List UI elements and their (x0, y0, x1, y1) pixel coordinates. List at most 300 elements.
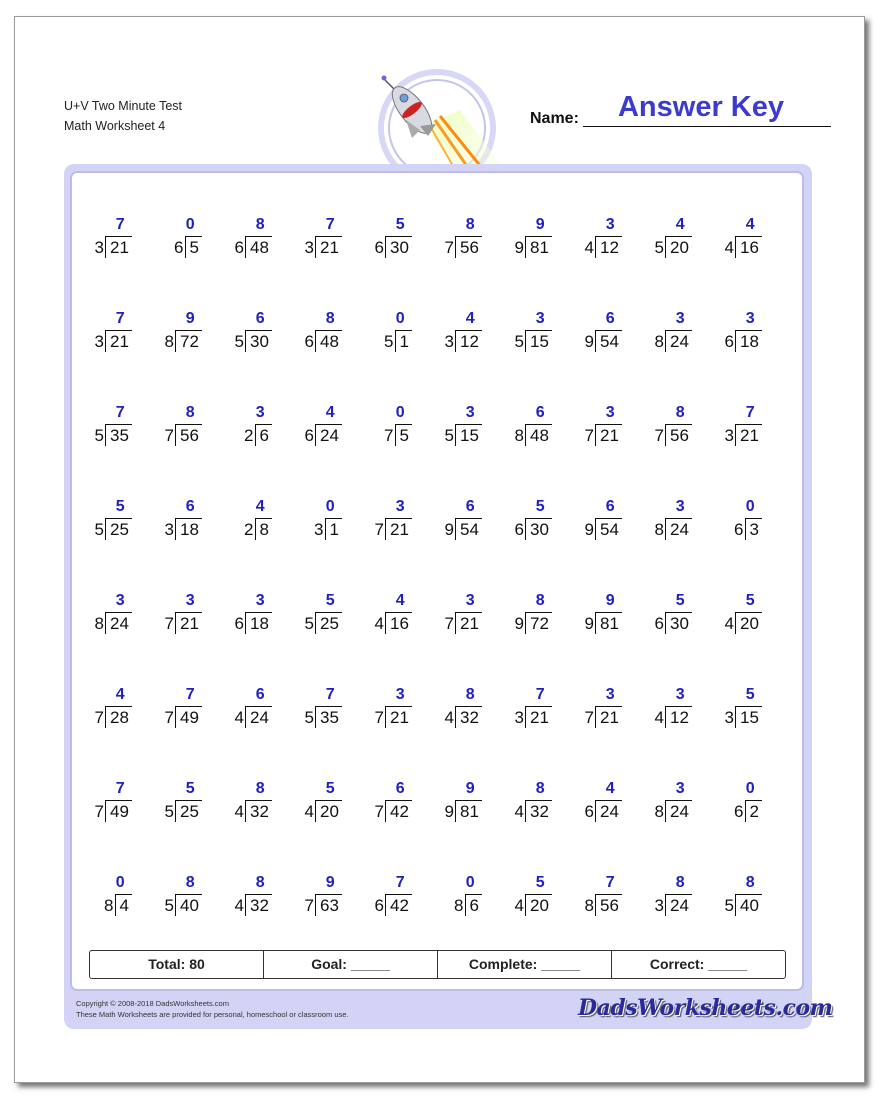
dividend: 15 (525, 330, 552, 352)
dividend: 18 (735, 330, 762, 352)
division-problem (150, 586, 220, 646)
quotient-answer: 5 (745, 686, 755, 703)
dividend: 48 (315, 330, 342, 352)
divisor: 4 (304, 802, 314, 821)
quotient-answer: 7 (115, 216, 125, 233)
problem-row (80, 586, 780, 646)
divisor: 8 (164, 332, 174, 351)
divisor: 4 (444, 708, 454, 727)
divisor: 3 (164, 520, 174, 539)
dividend: 30 (385, 236, 412, 258)
quotient-answer: 4 (255, 498, 265, 515)
divisor: 5 (304, 708, 314, 727)
quotient-answer: 3 (185, 592, 195, 609)
dividend: 12 (455, 330, 482, 352)
dividend: 21 (105, 236, 132, 258)
quotient-answer: 0 (325, 498, 335, 515)
division-problem (640, 680, 710, 740)
dividend: 81 (525, 236, 552, 258)
quotient-answer: 5 (745, 592, 755, 609)
dividend: 21 (595, 706, 622, 728)
dividend: 21 (595, 424, 622, 446)
dividend: 48 (245, 236, 272, 258)
divisor: 8 (654, 332, 664, 351)
dividend: 49 (175, 706, 202, 728)
dividend: 6 (465, 894, 482, 916)
division-problem (290, 868, 360, 928)
division-problem (570, 210, 640, 270)
quotient-answer: 3 (115, 592, 125, 609)
quotient-answer: 3 (465, 592, 475, 609)
divisor: 5 (654, 238, 664, 257)
quotient-answer: 0 (745, 780, 755, 797)
divisor: 4 (514, 896, 524, 915)
divisor: 4 (584, 238, 594, 257)
divisor: 5 (384, 332, 394, 351)
divisor: 7 (374, 708, 384, 727)
divisor: 7 (164, 614, 174, 633)
problem-row (80, 868, 780, 928)
quotient-answer: 8 (675, 874, 685, 891)
division-problem (360, 492, 430, 552)
quotient-answer: 5 (115, 498, 125, 515)
dividend: 54 (595, 330, 622, 352)
quotient-answer: 8 (675, 404, 685, 421)
quotient-answer: 0 (395, 310, 405, 327)
dividend: 20 (525, 894, 552, 916)
division-problem (430, 398, 500, 458)
name-line (583, 126, 831, 127)
division-problem (430, 492, 500, 552)
dividend: 16 (385, 612, 412, 634)
title-line-2: Math Worksheet 4 (64, 119, 166, 133)
quotient-answer: 3 (675, 310, 685, 327)
divisor: 5 (234, 332, 244, 351)
divisor: 2 (244, 520, 254, 539)
divisor: 8 (104, 896, 114, 915)
division-problem (150, 492, 220, 552)
quotient-answer: 3 (395, 498, 405, 515)
division-problem (640, 398, 710, 458)
dividend: 18 (175, 518, 202, 540)
dividend: 24 (665, 518, 692, 540)
division-problem (430, 680, 500, 740)
copyright-notice (76, 998, 349, 1020)
dividend: 5 (185, 236, 202, 258)
dividend: 24 (315, 424, 342, 446)
division-problem (710, 210, 780, 270)
division-problem (360, 774, 430, 834)
quotient-answer: 6 (465, 498, 475, 515)
quotient-answer: 4 (325, 404, 335, 421)
quotient-answer: 9 (535, 216, 545, 233)
dividend: 42 (385, 894, 412, 916)
division-problem (290, 304, 360, 364)
division-problem (80, 210, 150, 270)
division-problem (360, 586, 430, 646)
division-problem (570, 868, 640, 928)
dividend: 21 (315, 236, 342, 258)
dividend: 56 (455, 236, 482, 258)
divisor: 8 (94, 614, 104, 633)
quotient-answer: 4 (675, 216, 685, 233)
quotient-answer: 5 (535, 874, 545, 891)
total-cell: Total: 80 (90, 951, 264, 978)
quotient-answer: 3 (395, 686, 405, 703)
division-problem (290, 492, 360, 552)
divisor: 9 (584, 332, 594, 351)
division-problem (500, 586, 570, 646)
dividend: 20 (735, 612, 762, 634)
divisor: 7 (584, 708, 594, 727)
divisor: 6 (734, 802, 744, 821)
division-problem (290, 774, 360, 834)
division-problem (640, 210, 710, 270)
quotient-answer: 8 (535, 780, 545, 797)
quotient-answer: 6 (535, 404, 545, 421)
division-problem (500, 868, 570, 928)
division-problem (570, 586, 640, 646)
division-problem (360, 304, 430, 364)
division-problem (220, 680, 290, 740)
dividend: 1 (325, 518, 342, 540)
quotient-answer: 5 (185, 780, 195, 797)
quotient-answer: 3 (465, 404, 475, 421)
divisor: 7 (304, 896, 314, 915)
division-problem (500, 680, 570, 740)
dividend: 40 (735, 894, 762, 916)
dividend: 30 (525, 518, 552, 540)
dividend: 20 (315, 800, 342, 822)
divisor: 6 (374, 238, 384, 257)
divisor: 3 (444, 332, 454, 351)
worksheet-title (64, 96, 182, 136)
dividend: 6 (255, 424, 272, 446)
division-problem (290, 586, 360, 646)
quotient-answer: 0 (395, 404, 405, 421)
dividend: 12 (595, 236, 622, 258)
quotient-answer: 8 (535, 592, 545, 609)
divisor: 9 (584, 520, 594, 539)
quotient-answer: 3 (605, 216, 615, 233)
dividend: 49 (105, 800, 132, 822)
dividend: 32 (245, 800, 272, 822)
dividend: 72 (175, 330, 202, 352)
division-problem (290, 398, 360, 458)
divisor: 3 (724, 708, 734, 727)
dividend: 56 (595, 894, 622, 916)
quotient-answer: 5 (675, 592, 685, 609)
divisor: 7 (94, 802, 104, 821)
divisor: 5 (304, 614, 314, 633)
quotient-answer: 5 (395, 216, 405, 233)
dividend: 20 (665, 236, 692, 258)
dividend: 24 (665, 330, 692, 352)
divisor: 3 (654, 896, 664, 915)
quotient-answer: 7 (115, 404, 125, 421)
dividend: 16 (735, 236, 762, 258)
dividend: 63 (315, 894, 342, 916)
division-problem (640, 304, 710, 364)
divisor: 5 (94, 520, 104, 539)
divisor: 5 (514, 332, 524, 351)
quotient-answer: 8 (745, 874, 755, 891)
dividend: 1 (395, 330, 412, 352)
dividend: 5 (395, 424, 412, 446)
quotient-answer: 8 (255, 780, 265, 797)
quotient-answer: 6 (255, 686, 265, 703)
dadsworksheets-logo: DadsWorksheets.com (578, 995, 833, 1021)
quotient-answer: 8 (325, 310, 335, 327)
divisor: 6 (374, 896, 384, 915)
dividend: 2 (745, 800, 762, 822)
divisor: 6 (724, 332, 734, 351)
dividend: 21 (385, 706, 412, 728)
dividend: 8 (255, 518, 272, 540)
problem-row (80, 210, 780, 270)
quotient-answer: 7 (605, 874, 615, 891)
divisor: 5 (444, 426, 454, 445)
answer-key-text: Answer Key (617, 91, 784, 123)
divisor: 4 (234, 708, 244, 727)
dividend: 32 (245, 894, 272, 916)
divisor: 5 (164, 802, 174, 821)
divisor: 9 (514, 238, 524, 257)
dividend: 21 (735, 424, 762, 446)
divisor: 8 (654, 520, 664, 539)
quotient-answer: 8 (255, 216, 265, 233)
dividend: 30 (245, 330, 272, 352)
divisor: 7 (444, 614, 454, 633)
quotient-answer: 7 (745, 404, 755, 421)
division-problem (150, 774, 220, 834)
divisor: 7 (654, 426, 664, 445)
division-problem (430, 868, 500, 928)
division-problem (640, 868, 710, 928)
dividend: 24 (245, 706, 272, 728)
division-problem (80, 304, 150, 364)
divisor: 6 (584, 802, 594, 821)
divisor: 6 (734, 520, 744, 539)
divisor: 4 (374, 614, 384, 633)
division-problem (290, 680, 360, 740)
divisor: 3 (314, 520, 324, 539)
dividend: 3 (745, 518, 762, 540)
dividend: 24 (665, 800, 692, 822)
dividend: 54 (595, 518, 622, 540)
quotient-answer: 7 (185, 686, 195, 703)
quotient-answer: 8 (185, 404, 195, 421)
divisor: 3 (724, 426, 734, 445)
division-problem (360, 398, 430, 458)
quotient-answer: 3 (605, 686, 615, 703)
dividend: 72 (525, 612, 552, 634)
divisor: 8 (654, 802, 664, 821)
divisor: 8 (454, 896, 464, 915)
division-problem (570, 304, 640, 364)
division-problem (220, 398, 290, 458)
divisor: 6 (654, 614, 664, 633)
divisor: 7 (164, 708, 174, 727)
quotient-answer: 0 (465, 874, 475, 891)
quotient-answer: 9 (465, 780, 475, 797)
dividend: 4 (115, 894, 132, 916)
quotient-answer: 6 (395, 780, 405, 797)
division-problem (710, 586, 780, 646)
copyright-line-1: Copyright © 2008-2018 DadsWorksheets.com (76, 999, 229, 1008)
name-label: Name: (530, 110, 579, 127)
division-problem (500, 492, 570, 552)
quotient-answer: 7 (535, 686, 545, 703)
division-problem (220, 586, 290, 646)
division-problem (640, 774, 710, 834)
quotient-answer: 6 (605, 310, 615, 327)
dividend: 54 (455, 518, 482, 540)
division-problem (360, 680, 430, 740)
dividend: 24 (595, 800, 622, 822)
quotient-answer: 3 (255, 592, 265, 609)
quotient-answer: 7 (325, 216, 335, 233)
division-problem (150, 398, 220, 458)
dividend: 35 (315, 706, 342, 728)
division-problem (80, 774, 150, 834)
quotient-answer: 8 (255, 874, 265, 891)
quotient-answer: 4 (395, 592, 405, 609)
dividend: 81 (455, 800, 482, 822)
problem-row (80, 492, 780, 552)
division-problem (360, 868, 430, 928)
problem-row (80, 774, 780, 834)
divisor: 7 (374, 802, 384, 821)
divisor: 9 (514, 614, 524, 633)
dividend: 21 (105, 330, 132, 352)
quotient-answer: 4 (605, 780, 615, 797)
quotient-answer: 3 (745, 310, 755, 327)
divisor: 4 (234, 802, 244, 821)
divisor: 9 (444, 520, 454, 539)
copyright-line-2: These Math Worksheets are provided for personal, homeschool or classroom use. (76, 1010, 349, 1019)
quotient-answer: 0 (185, 216, 195, 233)
quotient-answer: 5 (535, 498, 545, 515)
divisor: 2 (244, 426, 254, 445)
division-problem (360, 210, 430, 270)
dividend: 35 (105, 424, 132, 446)
complete-cell: Complete: _____ (438, 951, 612, 978)
divisor: 6 (234, 614, 244, 633)
quotient-answer: 3 (675, 498, 685, 515)
division-problem (150, 304, 220, 364)
division-problem (640, 586, 710, 646)
quotient-answer: 4 (115, 686, 125, 703)
division-problem (430, 774, 500, 834)
dividend: 81 (595, 612, 622, 634)
dividend: 21 (525, 706, 552, 728)
dividend: 25 (105, 518, 132, 540)
division-problem (150, 868, 220, 928)
divisor: 4 (514, 802, 524, 821)
divisor: 3 (514, 708, 524, 727)
dividend: 12 (665, 706, 692, 728)
quotient-answer: 7 (395, 874, 405, 891)
problem-row (80, 304, 780, 364)
division-problem (710, 398, 780, 458)
quotient-answer: 6 (255, 310, 265, 327)
quotient-answer: 5 (325, 592, 335, 609)
dividend: 30 (665, 612, 692, 634)
division-problem (640, 492, 710, 552)
division-problem (150, 210, 220, 270)
division-problem (500, 774, 570, 834)
divisor: 7 (94, 708, 104, 727)
quotient-answer: 0 (115, 874, 125, 891)
quotient-answer: 9 (325, 874, 335, 891)
division-problem (220, 210, 290, 270)
dividend: 32 (525, 800, 552, 822)
divisor: 9 (444, 802, 454, 821)
division-problem (80, 868, 150, 928)
quotient-answer: 3 (535, 310, 545, 327)
title-line-1: U+V Two Minute Test (64, 99, 182, 113)
divisor: 5 (164, 896, 174, 915)
division-problem (220, 492, 290, 552)
divisor: 4 (654, 708, 664, 727)
division-problem (710, 304, 780, 364)
quotient-answer: 8 (465, 216, 475, 233)
quotient-answer: 8 (465, 686, 475, 703)
divisor: 7 (384, 426, 394, 445)
division-problem (710, 492, 780, 552)
dividend: 40 (175, 894, 202, 916)
division-problem (80, 398, 150, 458)
dividend: 48 (525, 424, 552, 446)
quotient-answer: 3 (255, 404, 265, 421)
divisor: 4 (724, 238, 734, 257)
division-problem (150, 680, 220, 740)
division-problem (430, 304, 500, 364)
division-problem (220, 304, 290, 364)
divisor: 7 (584, 426, 594, 445)
divisor: 6 (304, 332, 314, 351)
quotient-answer: 3 (605, 404, 615, 421)
divisor: 7 (374, 520, 384, 539)
quotient-answer: 9 (605, 592, 615, 609)
division-problem (710, 774, 780, 834)
divisor: 6 (514, 520, 524, 539)
score-box (89, 950, 786, 979)
dividend: 21 (385, 518, 412, 540)
divisor: 6 (304, 426, 314, 445)
quotient-answer: 0 (745, 498, 755, 515)
dividend: 56 (665, 424, 692, 446)
division-problem (710, 680, 780, 740)
divisor: 9 (584, 614, 594, 633)
divisor: 6 (234, 238, 244, 257)
divisor: 3 (94, 238, 104, 257)
quotient-answer: 7 (325, 686, 335, 703)
divisor: 6 (174, 238, 184, 257)
dividend: 25 (315, 612, 342, 634)
division-problem (710, 868, 780, 928)
division-problem (290, 210, 360, 270)
quotient-answer: 3 (675, 780, 685, 797)
divisor: 7 (444, 238, 454, 257)
division-problem (500, 304, 570, 364)
division-problem (80, 492, 150, 552)
division-problem (500, 210, 570, 270)
problem-row (80, 398, 780, 458)
dividend: 18 (245, 612, 272, 634)
dividend: 32 (455, 706, 482, 728)
